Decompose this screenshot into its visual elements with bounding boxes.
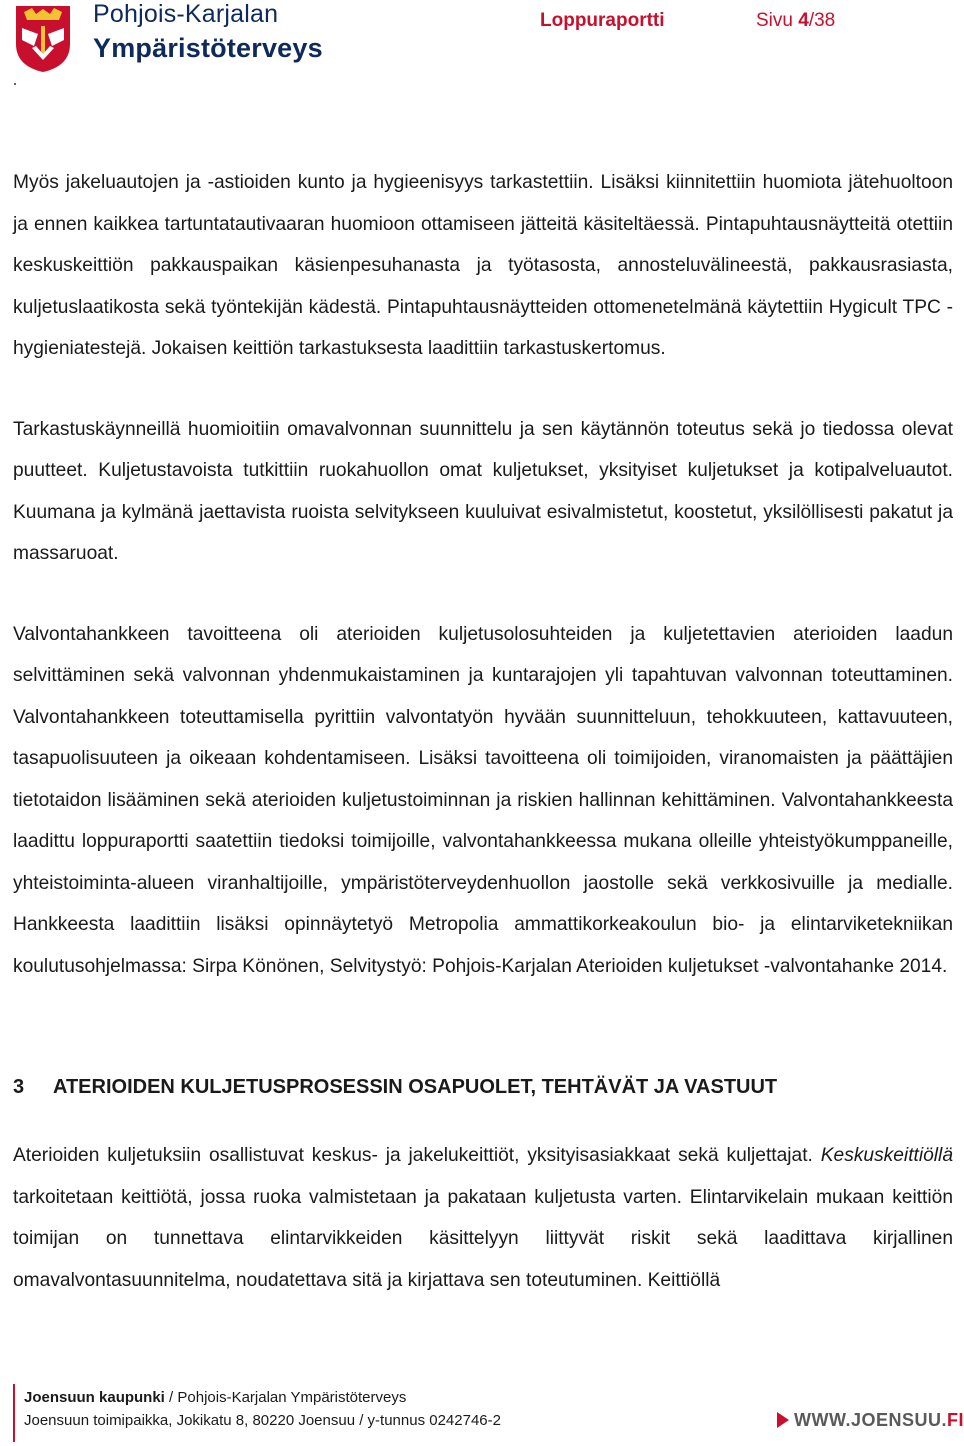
page-header (0, 0, 960, 90)
paragraph-project-goals: Valvontahankkeen tavoitteena oli aterioiden kuljetusolosuhteiden ja kuljetettavien aterioiden laadun selvittäminen sekä valvonnan yhdenmukaistaminen ja kuntarajojen yli tapahtuvan valvonnan toteuttaminen. Valvontahankkeen toteuttamisella pyrittiin valvontatyön hyvään suunnitteluun, tehokkuuteen, kattavuuteen, tasapuolisuuteen ja oikeaan kohdentamiseen. Lisäksi tavoitteena oli toimijoiden, viranomaisten ja päättäjien tietotaidon lisääminen sekä aterioiden kuljetustoiminnan ja riskien hallinnan kehittäminen. Valvontahankkeesta laadittu loppuraportti saatettiin tiedoksi toimijoille, valvontahankkeessa mukana olleille yhteistyökumppaneille, yhteistoiminta-alueen viranhaltijoille, ympäristöterveydenhuollon jaostolle sekä verkkosivuille ja medialle. Hankkeesta laadittiin lisäksi opinnäytetyö Metropolia ammattikorkeakoulun bio- ja elintarviketekniikan koulutusohjelmassa: Sirpa Könönen, Selvitystyö: Pohjois-Karjalan Aterioiden kuljetukset -valvontahanke 2014. (13, 623, 953, 977)
page-total: /38 (808, 10, 836, 31)
italic-term: Keskuskeittiöllä (820, 1145, 953, 1166)
org-name-line1: Pohjois-Karjalan (93, 0, 279, 28)
paragraph-text-rest: tarkoitetaan keittiötä, jossa ruoka valmistetaan ja pakataan kuljetusta varten. Elintarvikelain mukaan keittiön toimijan on tunnettava elintarvikkeiden käsittelyyn liittyvät riskit sekä laadittava kirjallinen omavalvontasuunnitelma, noudatettava sitä ja kirjattava sen toteutuminen. Keittiöllä (13, 1186, 953, 1291)
org-name-line2: Ympäristöterveys (93, 33, 323, 63)
paragraph-transport-parties (13, 1135, 953, 1301)
section-number: 3 (13, 1076, 25, 1098)
header-dot (14, 83, 16, 85)
report-title: Loppuraportti (540, 10, 665, 31)
footer-city: Joensuun kaupunki (24, 1389, 165, 1406)
paragraph-inspection: Myös jakeluautojen ja -astioiden kunto ja hygieenisyys tarkastettiin. Lisäksi kiinnitettiin huomiota jätehuoltoon ja ennen kaikkea tartuntatautivaaran huomioon ottamiseen jätteitä käsiteltäessä. Pintapuhtausnäytteitä otettiin keskuskeittiön pakkauspaikan käsienpesuhanasta ja työtasosta, annosteluvälineestä, pakkausrasiasta, kuljetuslaatikosta sekä työntekijän kädestä. Pintapuhtausnäytteiden ottomenetelmänä käytettiin Hygicult TPC -hygieniatestejä. Jokaisen keittiön tarkastuksesta laadittiin tarkastuskertomus. (13, 172, 953, 359)
document-body (13, 162, 953, 1301)
footer-accent-bar (13, 1384, 15, 1442)
paragraph-inspection-visits: Tarkastuskäynneillä huomioitiin omavalvonnan suunnittelu ja sen käytännön toteutus sekä jo tiedossa olevat puutteet. Kuljetustavoista tutkittiin ruokahuollon omat kuljetukset, yksityiset kuljetukset ja kotipalveluautot. Kuumana ja kylmänä jaettavista ruoista selvitykseen kuuluivat esivalmistetut, koostetut, yksilöllisesti pakatut ja massaruoat. (13, 418, 953, 564)
play-arrow-icon (776, 1411, 790, 1429)
website-link[interactable] (776, 1409, 964, 1431)
website-text (794, 1410, 964, 1431)
website-suffix: FI (947, 1409, 964, 1430)
footer-org: Pohjois-Karjalan Ympäristöterveys (177, 1389, 407, 1406)
organization-logo-text (93, 2, 323, 62)
page-prefix: Sivu (756, 10, 793, 31)
page-number (756, 10, 835, 32)
paragraph-text-start: Aterioiden kuljetuksiin osallistuvat keskus- ja jakelukeittiöt, yksityisasiakkaat sekä kuljettajat. (13, 1145, 813, 1166)
coat-of-arms-icon (14, 4, 72, 74)
website-prefix: WWW.JOENSUU. (794, 1409, 947, 1430)
page-footer (0, 1384, 964, 1446)
footer-org-line (24, 1389, 406, 1406)
footer-address: Joensuun toimipaikka, Jokikatu 8, 80220 Joensuu / y-tunnus 0242746-2 (24, 1412, 501, 1429)
section-title: ATERIOIDEN KULJETUSPROSESSIN OSAPUOLET, TEHTÄVÄT JA VASTUUT (53, 1076, 778, 1098)
section-heading (13, 1069, 953, 1105)
page-current: 4 (798, 10, 809, 31)
footer-separator: / (164, 1389, 178, 1406)
